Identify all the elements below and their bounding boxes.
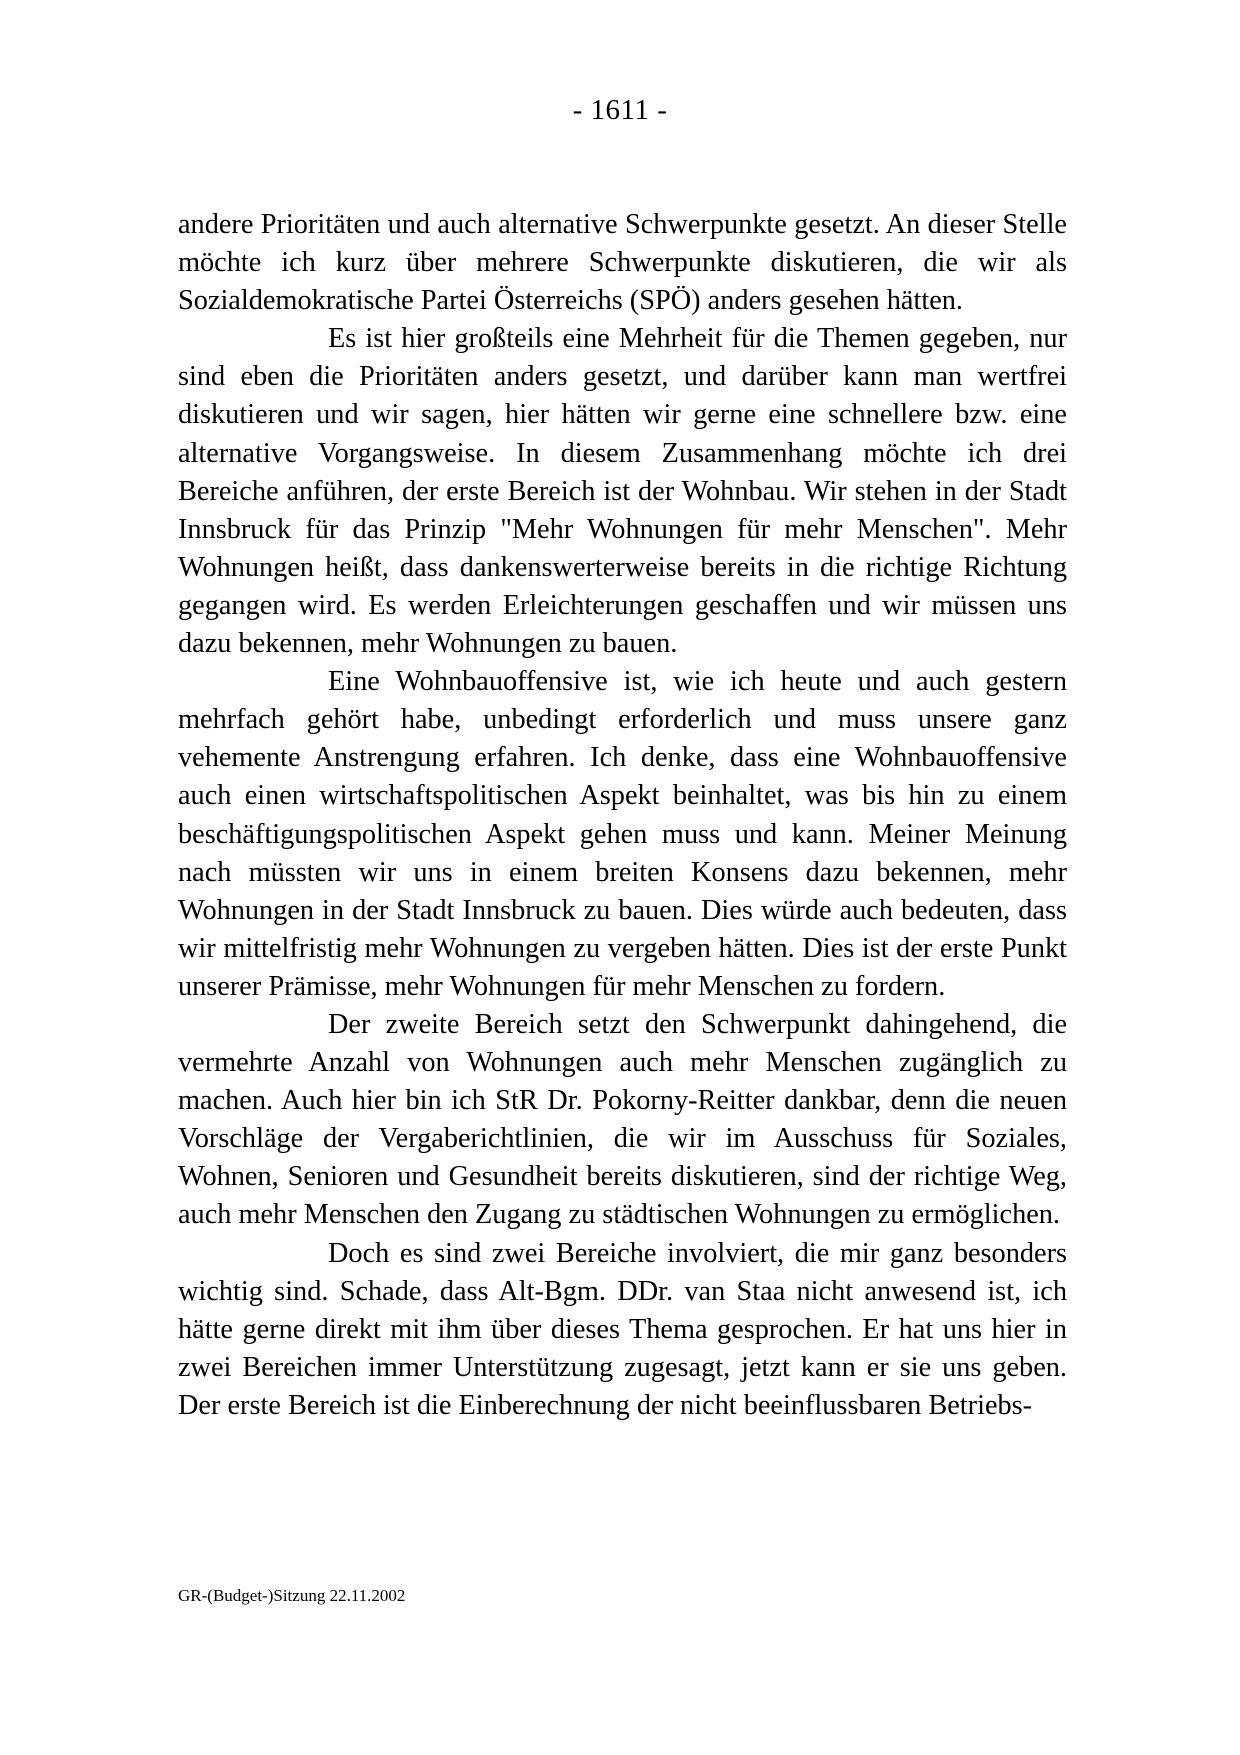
paragraph: andere Prioritäten und auch alternative Schwerpunkte gesetzt. An dieser Stelle möchte ich kurz über mehrere Schwerpunkte diskutieren, die wir als Sozialdemokratische Partei Österreichs (SPÖ) anders gesehen hätten.	[178, 209, 1067, 317]
page-footer: GR-(Budget-)Sitzung 22.11.2002	[178, 1586, 406, 1605]
paragraph: Der zweite Bereich setzt den Schwerpunkt dahingehend, die vermehrte Anzahl von Wohnungen auch mehr Menschen zugänglich zu machen. Auch hier bin ich StR Dr. Pokorny-Reitter dankbar, denn die neuen Vorschläge der Vergaberichtlinien, die wir im Ausschuss für Soziales, Wohnen, Senioren und Gesundheit bereits diskutieren, sind der richtige Weg, auch mehr Menschen den Zugang zu städtischen Wohnungen zu ermöglichen.	[178, 1008, 1067, 1231]
paragraph: Eine Wohnbauoffensive ist, wie ich heute und auch gestern mehrfach gehört habe, unbedingt erforderlich und muss unsere ganz vehemente Anstrengung erfahren. Ich denke, dass eine Wohnbauoffensive auch einen wirtschaftspolitischen Aspekt beinhaltet, was bis hin zu einem beschäftigungspolitischen Aspekt gehen muss und kann. Meiner Meinung nach müssten wir uns in einem breiten Konsens dazu bekennen, mehr Wohnungen in der Stadt Innsbruck zu bauen. Dies würde auch bedeuten, dass wir mittelfristig mehr Wohnungen zu vergeben hätten. Dies ist der erste Punkt unserer Prämisse, mehr Wohnungen für mehr Menschen zu fordern.	[178, 666, 1067, 1002]
paragraph: Doch es sind zwei Bereiche involviert, die mir ganz besonders wichtig sind. Schade, dass Alt-Bgm. DDr. van Staa nicht anwesend ist, ich hätte gerne direkt mit ihm über dieses Thema gesprochen. Er hat uns hier in zwei Bereichen immer Unterstützung zugesagt, jetzt kann er sie uns geben. Der erste Bereich ist die Einberechnung der nicht beeinflussbaren Betriebs-	[178, 1237, 1067, 1421]
body-text	[178, 206, 1067, 1425]
page-number: - 1611 -	[572, 94, 668, 126]
paragraph: Es ist hier großteils eine Mehrheit für die Themen gegeben, nur sind eben die Prioritäten anders gesetzt, und darüber kann man wertfrei diskutieren und wir sagen, hier hätten wir gerne eine schnellere bzw. eine alternative Vorgangsweise. In diesem Zusammenhang möchte ich drei Bereiche anführen, der erste Bereich ist der Wohnbau. Wir stehen in der Stadt Innsbruck für das Prinzip "Mehr Wohnungen für mehr Menschen". Mehr Wohnungen heißt, dass dankenswerterweise bereits in die richtige Richtung gegangen wird. Es werden Erleichterungen geschaffen und wir müssen uns dazu bekennen, mehr Wohnungen zu bauen.	[178, 323, 1067, 660]
